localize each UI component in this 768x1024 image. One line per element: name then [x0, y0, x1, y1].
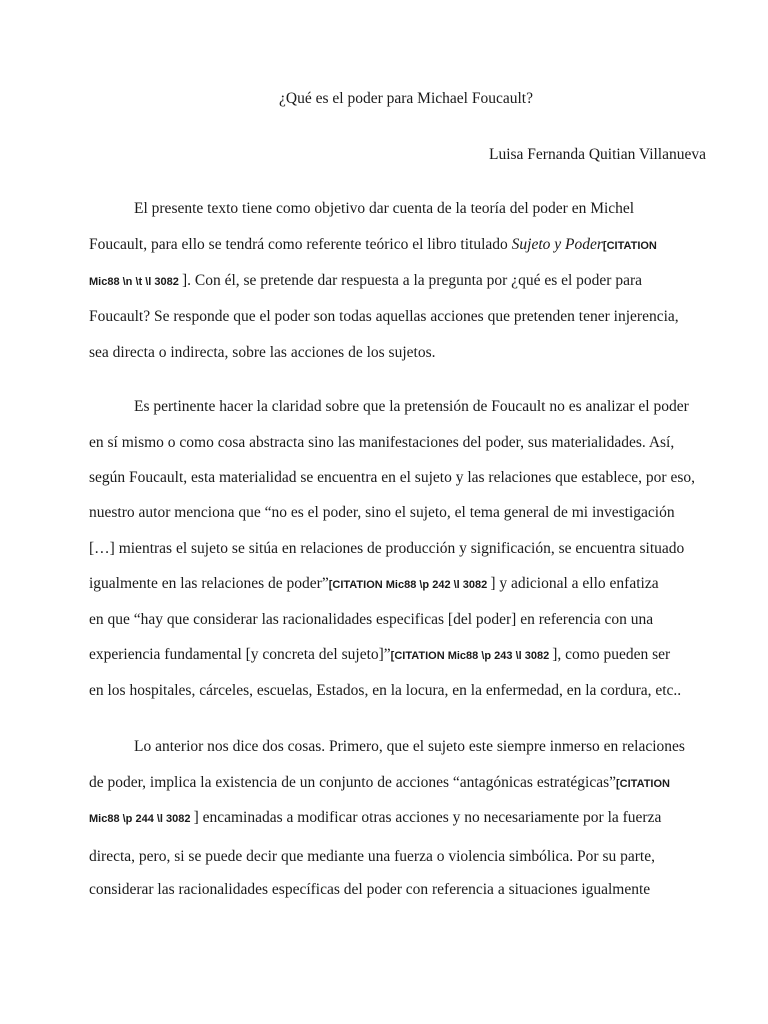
text-run: ], como pueden ser — [552, 646, 671, 663]
text-run: de poder, implica la existencia de un conjunto de acciones “antagónicas estratégicas” — [89, 774, 617, 791]
paragraph-line: en sí mismo o como cosa abstracta sino las manifestaciones del poder, sus materialidades. Así, — [89, 434, 675, 451]
paragraph-line: Lo anterior nos dice dos cosas. Primero, que el sujeto este siempre inmerso en relaciones — [134, 738, 685, 755]
paragraph-line: considerar las racionalidades específicas del poder con referencia a situaciones igualmente — [89, 881, 651, 898]
paragraph-line: nuestro autor menciona que “no es el poder, sino el sujeto, el tema general de mi investigación — [89, 504, 675, 521]
citation-field: Mic88 \p 244 \l 3082 — [89, 813, 194, 825]
citation-field: [CITATION — [602, 240, 657, 252]
paragraph-line: Es pertinente hacer la claridad sobre que la pretensión de Foucault no es analizar el poder — [134, 398, 689, 415]
paragraph-line: Foucault? Se responde que el poder son todas aquellas acciones que pretenden tener injerencia, — [89, 308, 679, 325]
paragraph-line — [89, 808, 661, 828]
text-run: ] y adicional a ello enfatiza — [490, 575, 659, 592]
paragraph-line — [89, 645, 670, 665]
paragraph-line — [89, 235, 657, 255]
paragraph-line: […] mientras el sujeto se sitúa en relaciones de producción y significación, se encuentra situado — [89, 540, 685, 557]
document-author: Luisa Fernanda Quitian Villanueva — [488, 146, 706, 163]
text-run: experiencia fundamental [y concreta del sujeto]” — [89, 646, 391, 663]
citation-field: [CITATION Mic88 \p 243 \l 3082 — [390, 650, 553, 662]
citation-field: [CITATION Mic88 \p 242 \l 3082 — [328, 579, 491, 591]
book-title: Sujeto y Poder — [511, 236, 603, 253]
text-run: ] encaminadas a modificar otras acciones y no necesariamente por la fuerza — [193, 809, 662, 826]
paragraph-line — [89, 574, 659, 594]
paragraph-line: en los hospitales, cárceles, escuelas, Estados, en la locura, en la enfermedad, en la cordura, etc.. — [89, 682, 682, 699]
text-run: ]. Con él, se pretende dar respuesta a la pregunta por ¿qué es el poder para — [181, 272, 643, 289]
paragraph-line: El presente texto tiene como objetivo dar cuenta de la teoría del poder en Michel — [134, 200, 635, 217]
text-run: Foucault, para ello se tendrá como referente teórico el libro titulado — [89, 236, 512, 253]
paragraph-line — [89, 773, 670, 793]
paragraph-line: según Foucault, esta materialidad se encuentra en el sujeto y las relaciones que establece, por eso, — [89, 469, 695, 486]
citation-field: [CITATION — [616, 778, 670, 790]
document-title: ¿Qué es el poder para Michael Foucault? — [279, 90, 533, 107]
citation-field: Mic88 \n \t \l 3082 — [89, 276, 182, 288]
paragraph-line — [89, 271, 642, 291]
paragraph-line: sea directa o indirecta, sobre las acciones de los sujetos. — [89, 344, 436, 361]
text-run: igualmente en las relaciones de poder” — [89, 575, 329, 592]
paragraph-line: directa, pero, si se puede decir que mediante una fuerza o violencia simbólica. Por su parte, — [89, 848, 655, 865]
paragraph-line: en que “hay que considerar las racionalidades especificas [del poder] en referencia con una — [89, 611, 654, 628]
